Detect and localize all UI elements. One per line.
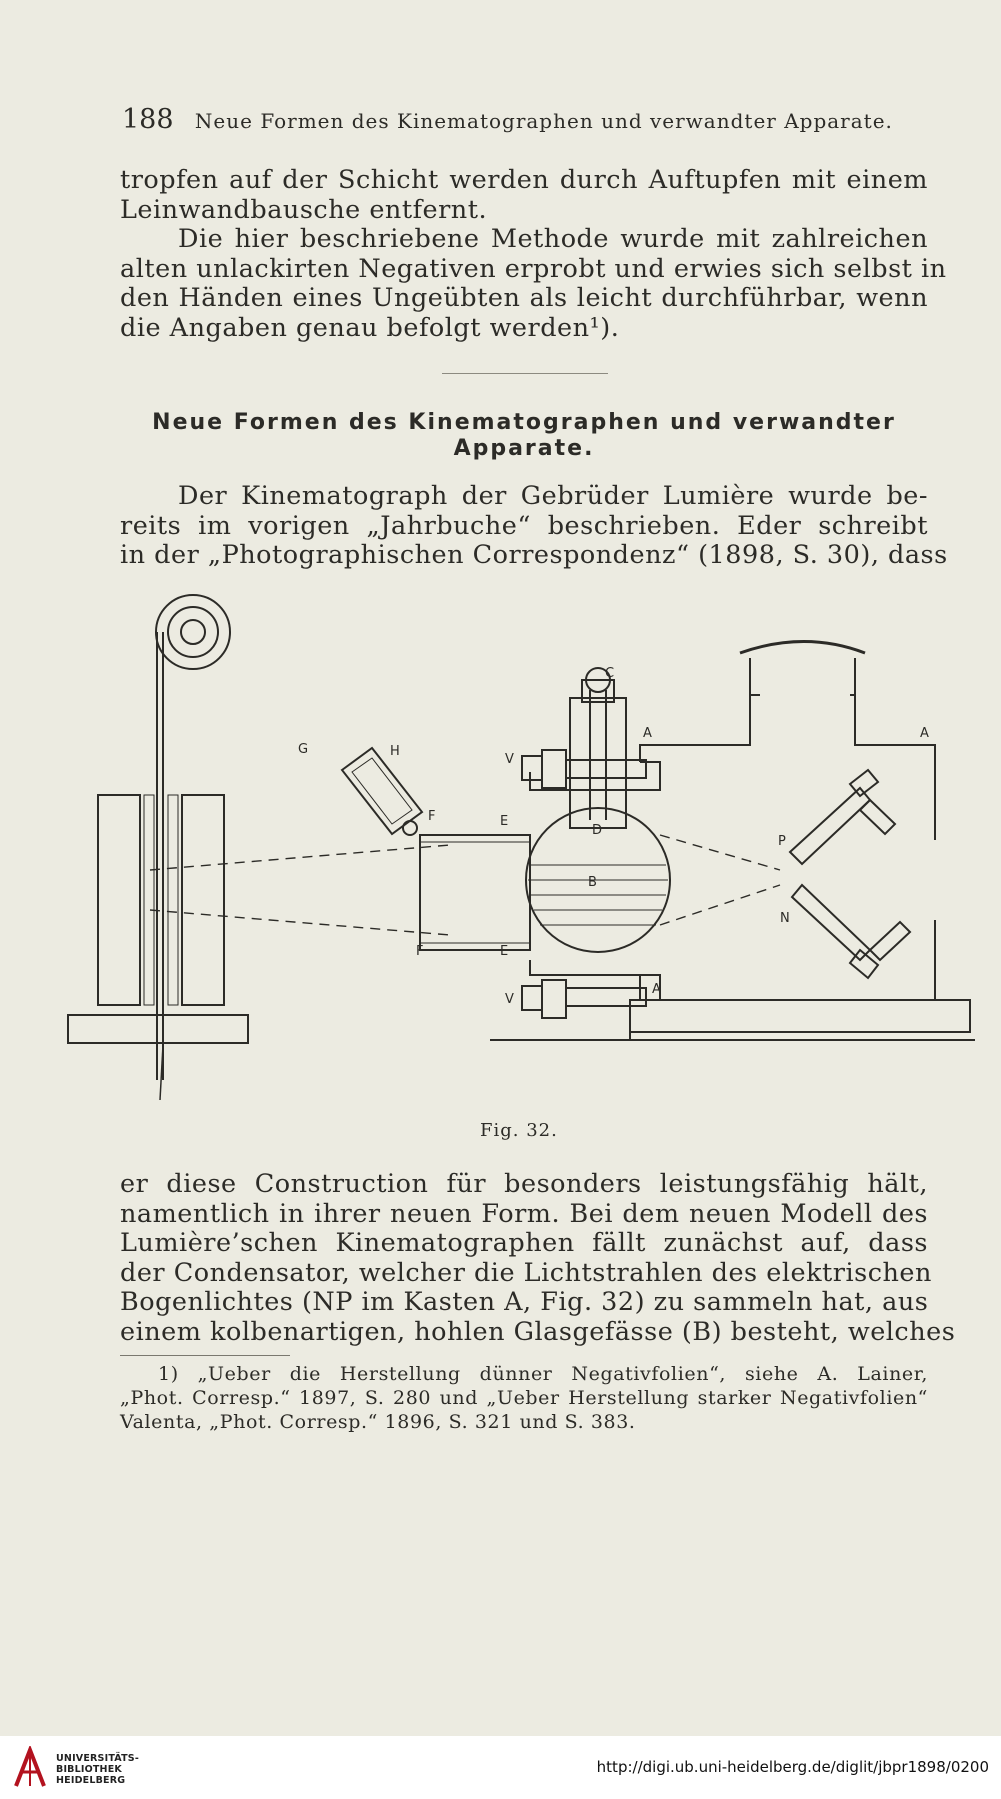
running-header <box>122 104 893 135</box>
section-divider <box>442 373 608 374</box>
footnote-divider <box>120 1355 290 1356</box>
continuation-paragraph <box>120 1169 956 1347</box>
source-url-link[interactable]: http://digi.ub.uni-heidelberg.de/diglit/jbpr1898/0200 <box>596 1758 989 1776</box>
label-b: B <box>588 875 597 890</box>
text-line: namentlich in ihrer neuen Form. Bei dem neuen Modell des <box>120 1198 928 1229</box>
footnote-line: 1) „Ueber die Herstellung dünner Negativfolien“, siehe A. Lainer, <box>158 1363 928 1385</box>
text-line: den Händen eines Ungeübten als leicht durchführbar, wenn <box>120 283 928 313</box>
label-e-bottom: E <box>500 944 509 959</box>
library-name-line: HEIDELBERG <box>56 1775 126 1786</box>
label-c: C <box>605 666 615 681</box>
label-v-bottom: V <box>505 992 514 1007</box>
text-line: Bogenlichtes (NP im Kasten A, Fig. 32) zu sammeln hat, aus <box>120 1287 929 1317</box>
section-title-line: Apparate. <box>453 436 595 461</box>
text-line: Leinwandbausche entfernt. <box>120 194 488 225</box>
label-f-bottom: F <box>416 944 424 959</box>
label-g: G <box>298 742 309 757</box>
text-line: Lumière’schen Kinematographen fällt zunächst auf, dass <box>120 1228 928 1258</box>
running-title: Neue Formen des Kinematographen und verwandter Apparate. <box>194 109 893 133</box>
objective-tube <box>420 835 530 950</box>
label-a-bottom: A <box>652 982 661 997</box>
text-line: er diese Construction für besonders leistungsfähig hält, <box>120 1169 928 1199</box>
label-v-top: V <box>505 752 514 767</box>
light-rays <box>150 835 780 935</box>
library-name <box>56 1753 139 1786</box>
figure-32-kinematograph-diagram <box>60 580 980 1100</box>
film-reel <box>156 595 230 1080</box>
text-line: tropfen auf der Schicht werden durch Auftupfen mit einem <box>120 165 928 195</box>
text-line: in der „Photographischen Correspondenz“ (1898, S. 30), dass <box>120 540 948 570</box>
intro-paragraph <box>120 165 947 343</box>
text-line: einem kolbenartigen, hohlen Glasgefässe (B) besteht, welches <box>120 1316 956 1347</box>
figure-caption: Fig. 32. <box>480 1120 558 1141</box>
text-line: alten unlackirten Negativen erprobt und erwies sich selbst in <box>120 253 947 284</box>
page-number: 188 <box>122 104 174 135</box>
footnote-line: Valenta, „Phot. Corresp.“ 1896, S. 321 und S. 383. <box>120 1411 636 1433</box>
label-d: D <box>592 823 603 838</box>
shutter-arm <box>342 748 422 835</box>
library-footer <box>0 1736 1001 1799</box>
footnote <box>120 1362 928 1434</box>
label-a-right: A <box>920 726 929 741</box>
text-line: der Condensator, welcher die Lichtstrahlen des elektrischen <box>120 1257 932 1288</box>
library-name-line: BIBLIOTHEK <box>56 1764 122 1775</box>
label-n: N <box>780 911 790 926</box>
text-line: die Angaben genau befolgt werden¹). <box>120 312 620 343</box>
label-h: H <box>390 744 400 759</box>
label-f-top: F <box>428 809 436 824</box>
text-line: Die hier beschriebene Methode wurde mit zahlreichen <box>178 224 928 254</box>
carbon-electrodes <box>790 770 910 978</box>
condenser-flask <box>526 668 670 952</box>
text-line: reits im vorigen „Jahrbuche“ beschrieben. Eder schreibt <box>120 510 928 541</box>
section-title-line: Neue Formen des Kinematographen und verwandter <box>152 410 896 435</box>
heidelberg-library-logo-icon <box>12 1746 48 1790</box>
diagram-labels <box>298 666 929 1007</box>
section-paragraph <box>120 481 948 571</box>
label-e-top: E <box>500 814 509 829</box>
label-p: P <box>778 834 786 849</box>
library-name-line: UNIVERSITÄTS- <box>56 1753 139 1764</box>
label-a-mid: A <box>643 726 652 741</box>
footnote-line: „Phot. Corresp.“ 1897, S. 280 und „Ueber Herstellung starker Negativfolien“ <box>120 1387 928 1409</box>
section-title <box>120 410 928 462</box>
text-line: Der Kinematograph der Gebrüder Lumière wurde be- <box>178 481 928 511</box>
